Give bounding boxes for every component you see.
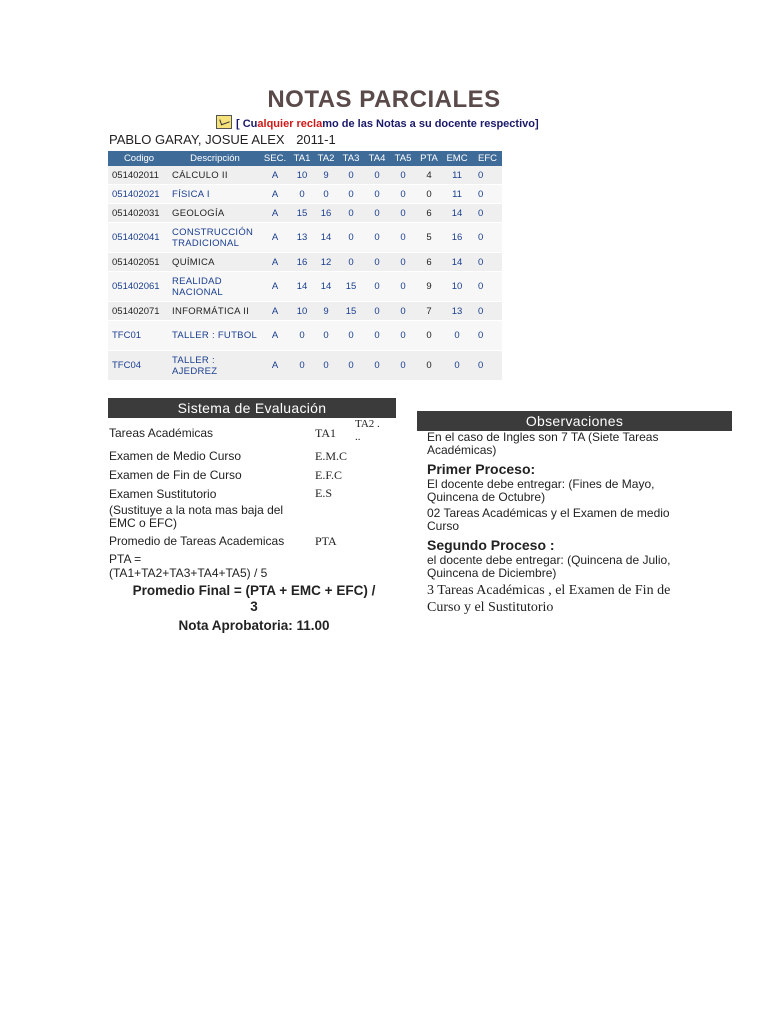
grade-cell-efc: 0: [472, 253, 502, 272]
grade-cell-ta4: 0: [364, 253, 390, 272]
grades-header-row: [108, 151, 502, 166]
es-note-line-2: EMC o EFC): [109, 516, 178, 530]
grade-cell-ta3: 15: [338, 302, 364, 321]
page-title: NOTAS PARCIALES: [267, 86, 501, 113]
grade-cell-ta3: 0: [338, 185, 364, 204]
grade-cell-sec: A: [260, 166, 290, 185]
pta-formula-line-2: (TA1+TA2+TA3+TA4+TA5) / 5: [109, 566, 268, 580]
grade-cell-pta: 7: [416, 302, 442, 321]
segundo-proceso-line-2: Quincena de Diciembre): [427, 566, 557, 580]
primer-proceso-line-3: 02 Tareas Académicas y el Examen de medio: [427, 506, 670, 520]
grade-cell-emc: 0: [442, 351, 472, 381]
primer-proceso-line-4: Curso: [427, 519, 460, 533]
grade-cell-ta4: 0: [364, 204, 390, 223]
grade-cell-ta2: 14: [314, 223, 338, 253]
grades-table: [108, 151, 502, 380]
grade-cell-emc: 14: [442, 204, 472, 223]
header-ta4: TA4: [364, 151, 390, 166]
grade-cell-codigo[interactable]: TFC04: [108, 351, 170, 381]
emc-label: Examen de Medio Curso: [109, 449, 242, 463]
grade-cell-descripcion: REALIDAD NACIONAL: [170, 272, 260, 302]
grade-cell-emc: 16: [442, 223, 472, 253]
academic-period: 2011-1: [296, 132, 336, 147]
grade-cell-ta4: 0: [364, 272, 390, 302]
segundo-proceso-line-4: Curso y el Sustitutorio: [427, 600, 554, 615]
grades-table-container: [108, 151, 502, 380]
grade-cell-descripcion: INFORMÁTICA II: [170, 302, 260, 321]
grade-cell-ta1: 15: [290, 204, 314, 223]
efc-label: Examen de Fin de Curso: [109, 468, 242, 482]
grade-cell-ta5: 0: [390, 223, 416, 253]
header-pta: PTA: [416, 151, 442, 166]
grade-cell-ta5: 0: [390, 302, 416, 321]
grade-cell-ta1: 14: [290, 272, 314, 302]
grade-cell-ta2: 9: [314, 302, 338, 321]
header-ta5: TA5: [390, 151, 416, 166]
grade-cell-efc: 0: [472, 204, 502, 223]
grade-cell-ta1: 16: [290, 253, 314, 272]
grade-cell-sec: A: [260, 272, 290, 302]
grade-cell-sec: A: [260, 223, 290, 253]
pta-label: Promedio de Tareas Academicas: [109, 534, 285, 548]
grade-cell-emc: 11: [442, 185, 472, 204]
tareas-abbr-2: TA2 .: [355, 418, 380, 430]
grade-row: [108, 253, 502, 272]
grade-cell-efc: 0: [472, 185, 502, 204]
header-ta3: TA3: [338, 151, 364, 166]
grade-cell-emc: 10: [442, 272, 472, 302]
claim-notice: [ Cualquier reclamo de las Notas a su docente respectivo]: [216, 115, 539, 130]
grade-cell-ta2: 0: [314, 321, 338, 351]
header-codigo: Codigo: [108, 151, 170, 166]
header-sec: SEC.: [260, 151, 290, 166]
grade-cell-ta3: 0: [338, 223, 364, 253]
grade-cell-ta2: 16: [314, 204, 338, 223]
ingles-note-line-1: En el caso de Ingles son 7 TA (Siete Tareas: [427, 430, 659, 444]
passing-grade: Nota Aprobatoria: 11.00: [178, 618, 330, 633]
header-descripcion: Descripción: [170, 151, 260, 166]
grade-cell-ta2: 0: [314, 351, 338, 381]
grade-cell-efc: 0: [472, 302, 502, 321]
tareas-abbr: TA1: [315, 426, 337, 440]
grade-cell-codigo: 051402031: [108, 204, 170, 223]
grade-cell-descripcion: TALLER : FUTBOL: [170, 321, 260, 351]
grade-cell-sec: A: [260, 253, 290, 272]
grade-cell-codigo: 051402071: [108, 302, 170, 321]
grade-cell-pta: 6: [416, 253, 442, 272]
grade-cell-descripcion: CÁLCULO II: [170, 166, 260, 185]
edit-note-icon: [216, 115, 232, 129]
pta-abbr: PTA: [315, 534, 337, 548]
grade-cell-ta3: 15: [338, 272, 364, 302]
grade-cell-pta: 0: [416, 321, 442, 351]
grade-row: [108, 351, 502, 381]
emc-abbr: E.M.C: [315, 449, 348, 463]
pta-formula-line-1: PTA =: [109, 552, 142, 566]
grade-cell-ta5: 0: [390, 166, 416, 185]
grade-cell-efc: 0: [472, 351, 502, 381]
observations: [427, 431, 747, 616]
segundo-proceso-title: Segundo Proceso :: [427, 537, 555, 553]
grade-cell-ta4: 0: [364, 351, 390, 381]
grade-cell-ta3: 0: [338, 253, 364, 272]
grade-cell-pta: 0: [416, 185, 442, 204]
grade-cell-ta5: 0: [390, 321, 416, 351]
grade-cell-ta5: 0: [390, 185, 416, 204]
grade-cell-ta2: 14: [314, 272, 338, 302]
grade-cell-descripcion: TALLER : AJEDREZ: [170, 351, 260, 381]
grade-cell-sec: A: [260, 321, 290, 351]
grade-cell-efc: 0: [472, 166, 502, 185]
grade-cell-ta1: 10: [290, 166, 314, 185]
efc-abbr: E.F.C: [315, 468, 343, 482]
grade-row: [108, 204, 502, 223]
grade-cell-ta4: 0: [364, 223, 390, 253]
primer-proceso-title: Primer Proceso:: [427, 461, 536, 477]
grade-cell-sec: A: [260, 185, 290, 204]
grade-cell-ta2: 0: [314, 185, 338, 204]
grade-cell-ta2: 9: [314, 166, 338, 185]
grade-cell-ta5: 0: [390, 204, 416, 223]
grade-cell-ta5: 0: [390, 272, 416, 302]
grade-cell-ta1: 13: [290, 223, 314, 253]
evaluation-system-heading: Sistema de Evaluación: [108, 398, 396, 418]
grade-cell-pta: 5: [416, 223, 442, 253]
grade-cell-codigo[interactable]: TFC01: [108, 321, 170, 351]
grade-cell-ta5: 0: [390, 253, 416, 272]
grade-cell-ta3: 0: [338, 166, 364, 185]
es-label: Examen Sustitutorio: [109, 487, 217, 501]
grade-cell-descripcion: QUÍMICA: [170, 253, 260, 272]
es-abbr: E.S: [315, 486, 333, 500]
grade-cell-ta4: 0: [364, 302, 390, 321]
grade-cell-codigo: 051402011: [108, 166, 170, 185]
grade-cell-efc: 0: [472, 223, 502, 253]
grade-cell-emc: 0: [442, 321, 472, 351]
grade-cell-codigo[interactable]: 051402041: [108, 223, 170, 253]
header-ta2: TA2: [314, 151, 338, 166]
grade-cell-ta3: 0: [338, 321, 364, 351]
final-formula-line-1: Promedio Final = (PTA + EMC + EFC) /: [132, 583, 376, 598]
grade-cell-ta2: 12: [314, 253, 338, 272]
grade-cell-ta1: 0: [290, 351, 314, 381]
grade-cell-ta4: 0: [364, 321, 390, 351]
tareas-label: Tareas Académicas: [109, 426, 214, 440]
grade-row: [108, 223, 502, 253]
grade-cell-pta: 6: [416, 204, 442, 223]
segundo-proceso-line-3: 3 Tareas Académicas , el Examen de Fin de: [427, 583, 671, 598]
tareas-abbr-3: ..: [355, 431, 361, 443]
grade-row: [108, 302, 502, 321]
primer-proceso-line-1: El docente debe entregar: (Fines de Mayo,: [427, 477, 655, 491]
grade-cell-emc: 11: [442, 166, 472, 185]
grade-cell-codigo[interactable]: 051402021: [108, 185, 170, 204]
grade-cell-sec: A: [260, 204, 290, 223]
grade-cell-efc: 0: [472, 321, 502, 351]
grade-row: [108, 321, 502, 351]
grade-cell-pta: 0: [416, 351, 442, 381]
grade-cell-codigo[interactable]: 051402061: [108, 272, 170, 302]
grade-cell-ta5: 0: [390, 351, 416, 381]
observations-heading: Observaciones: [417, 411, 732, 431]
grade-cell-ta3: 0: [338, 351, 364, 381]
student-name: PABLO GARAY, JOSUE ALEX: [109, 132, 285, 147]
grade-cell-ta1: 0: [290, 185, 314, 204]
grade-cell-pta: 4: [416, 166, 442, 185]
grade-cell-descripcion: FÍSICA I: [170, 185, 260, 204]
header-ta1: TA1: [290, 151, 314, 166]
grade-cell-sec: A: [260, 302, 290, 321]
grade-cell-codigo: 051402051: [108, 253, 170, 272]
segundo-proceso-line-1: el docente debe entregar: (Quincena de Julio,: [427, 553, 671, 567]
header-emc: EMC: [442, 151, 472, 166]
student-info: [109, 132, 336, 147]
grade-cell-descripcion: CONSTRUCCIÓN TRADICIONAL: [170, 223, 260, 253]
grade-row: [108, 185, 502, 204]
grade-cell-emc: 14: [442, 253, 472, 272]
es-note-line-1: (Sustituye a la nota mas baja del: [109, 503, 284, 517]
final-formula-line-2: 3: [250, 599, 258, 614]
grade-cell-ta4: 0: [364, 166, 390, 185]
grade-cell-ta1: 0: [290, 321, 314, 351]
grade-cell-pta: 9: [416, 272, 442, 302]
header-efc: EFC: [472, 151, 502, 166]
ingles-note-line-2: Académicas): [427, 443, 497, 457]
grade-cell-ta3: 0: [338, 204, 364, 223]
grade-cell-ta4: 0: [364, 185, 390, 204]
grade-cell-ta1: 10: [290, 302, 314, 321]
grade-cell-sec: A: [260, 351, 290, 381]
primer-proceso-line-2: Quincena de Octubre): [427, 490, 546, 504]
grade-row: [108, 272, 502, 302]
grade-cell-efc: 0: [472, 272, 502, 302]
grade-cell-emc: 13: [442, 302, 472, 321]
grade-cell-descripcion: GEOLOGÍA: [170, 204, 260, 223]
grade-row: [108, 166, 502, 185]
